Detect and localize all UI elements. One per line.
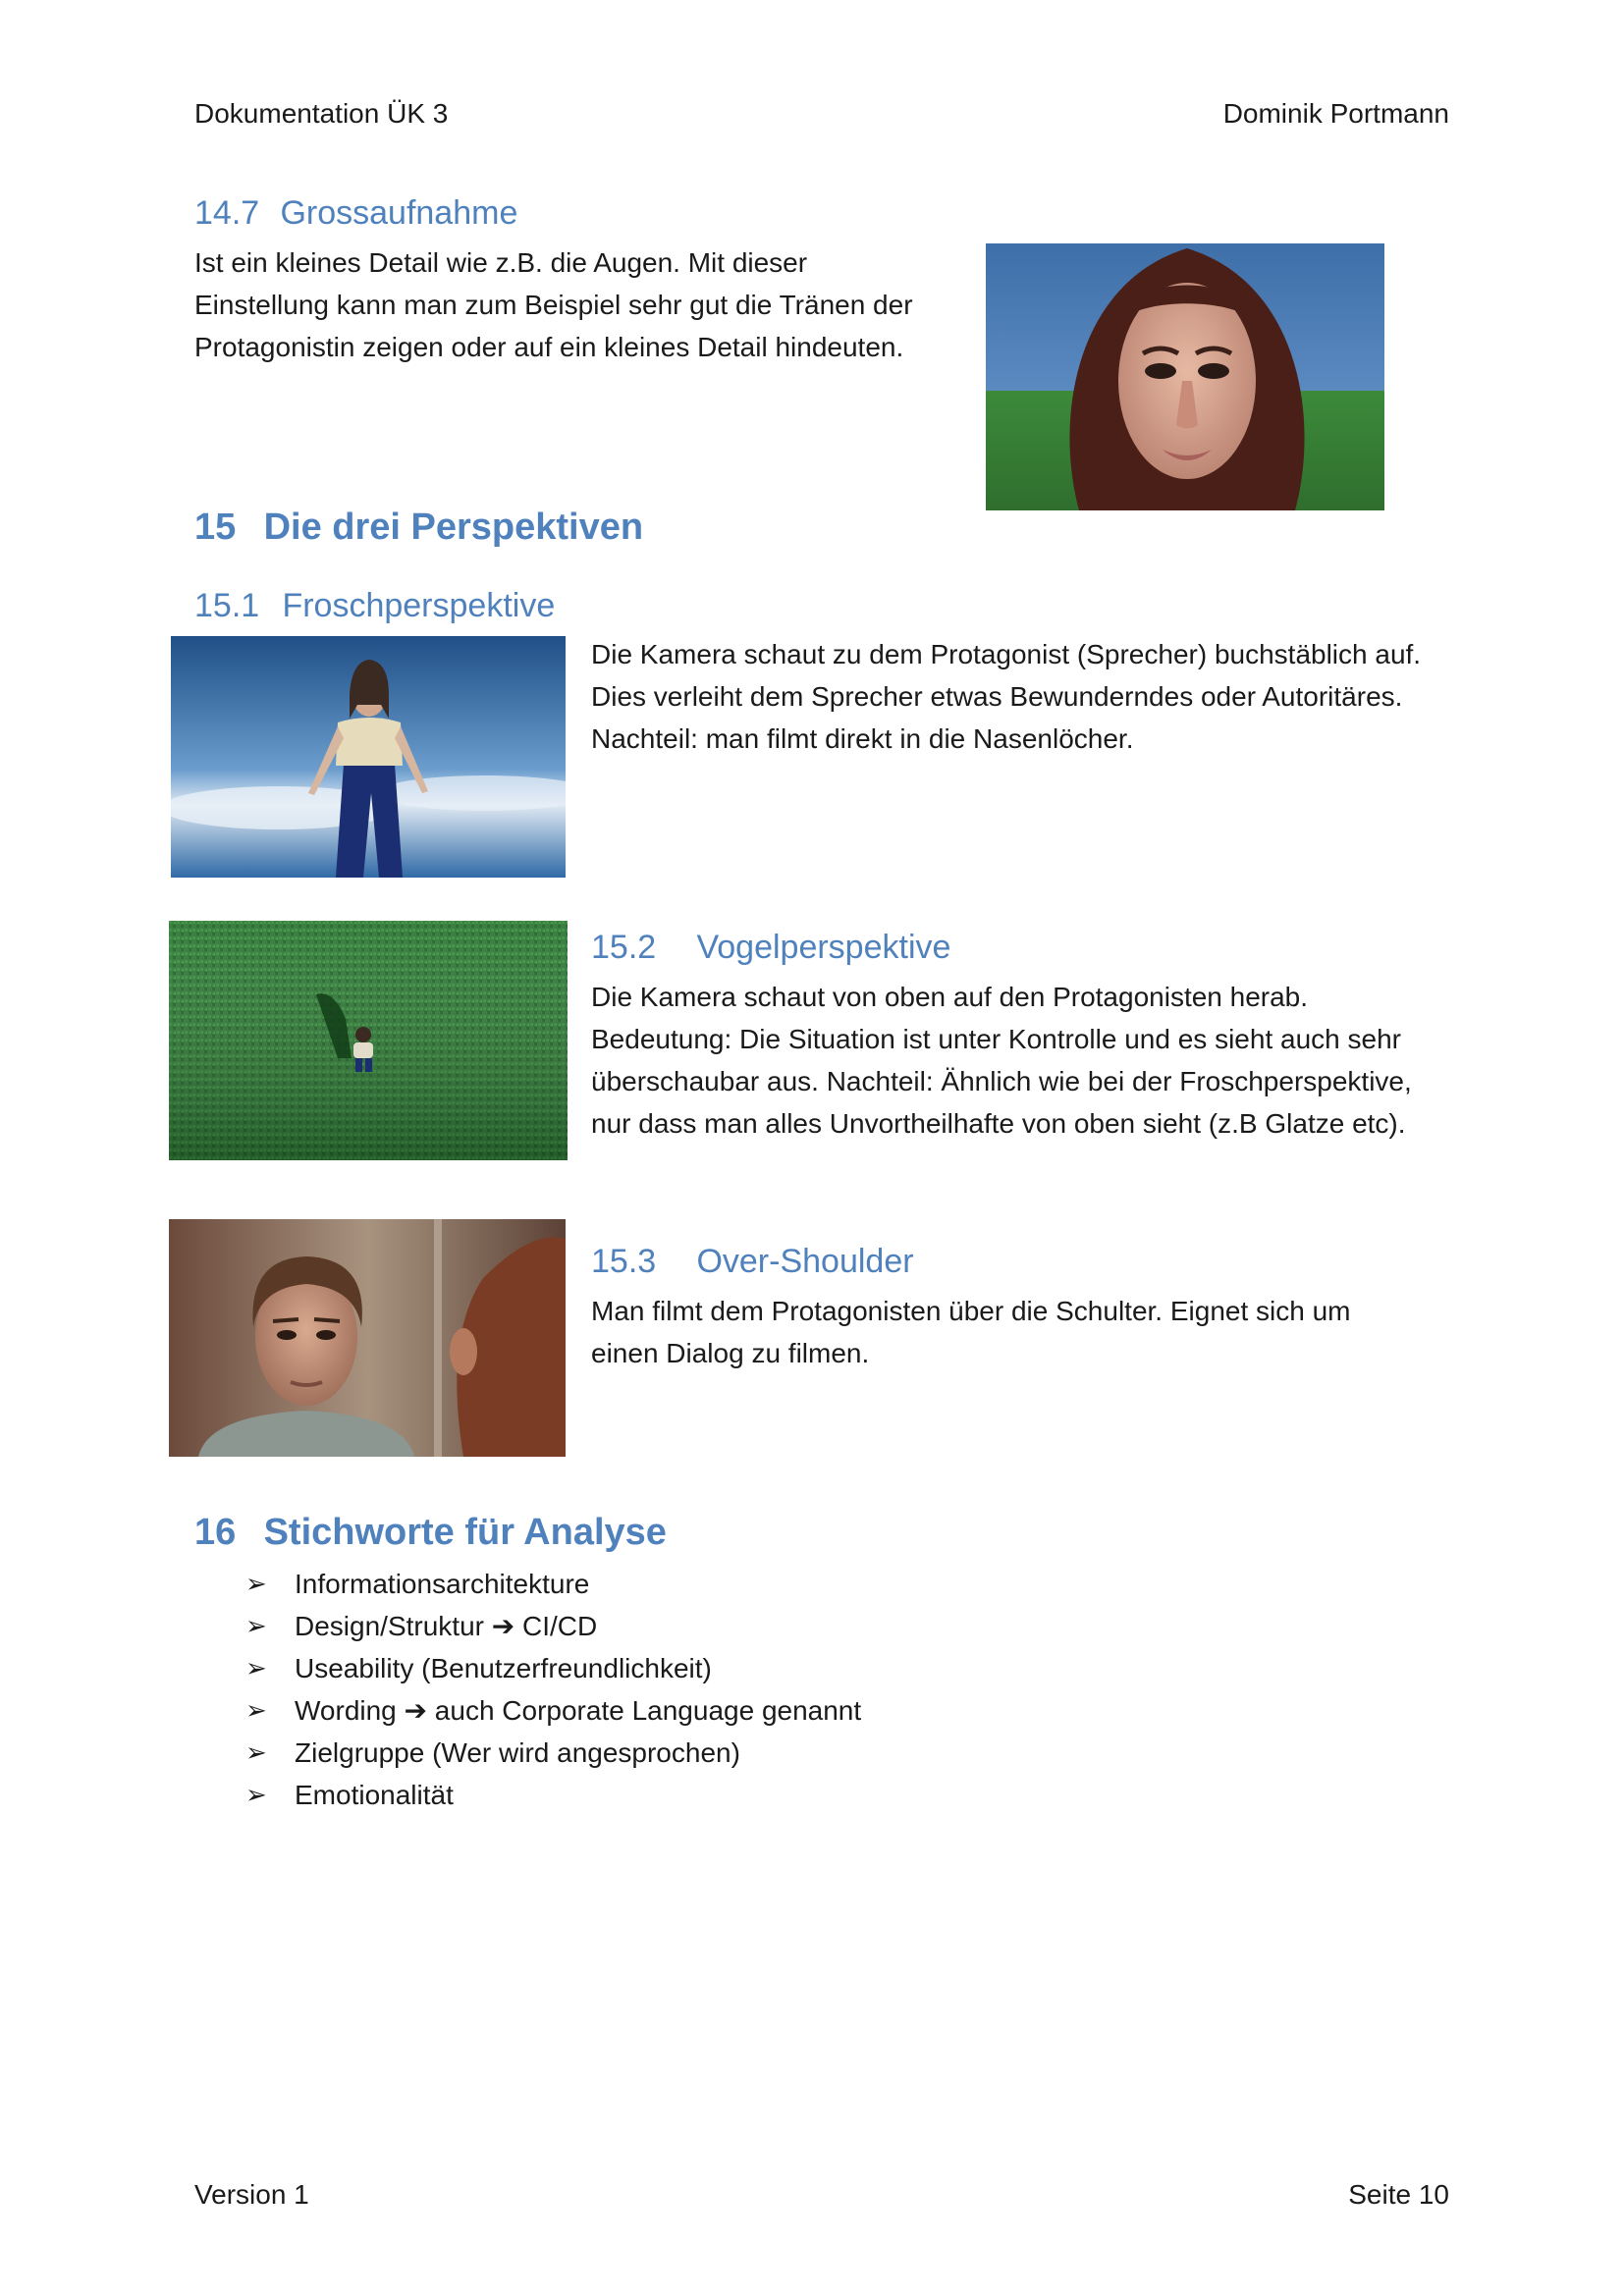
list-item-text: Design/Struktur — [295, 1611, 484, 1641]
text-line: Nachteil: man filmt direkt in die Nasenlöcher. — [591, 723, 1134, 754]
list-item-text: Wording — [295, 1695, 397, 1726]
right-arrow-icon: ➔ — [491, 1611, 515, 1641]
heading-title: Die drei Perspektiven — [263, 507, 644, 548]
heading-number: 15.1 — [194, 587, 260, 624]
heading-15-2 — [591, 929, 950, 967]
text-line: Man filmt dem Protagonisten über die Schulter. Eignet sich um — [591, 1296, 1351, 1326]
list-item-text: Emotionalität — [295, 1780, 454, 1810]
heading-16 — [194, 1512, 667, 1554]
heading-14-7 — [194, 194, 517, 233]
text-line: Bedeutung: Die Situation ist unter Kontrolle und es sieht auch sehr — [591, 1024, 1401, 1054]
text-line: Die Kamera schaut von oben auf den Protagonisten herab. — [591, 982, 1309, 1012]
closeup-face-image — [986, 243, 1384, 510]
header-right: Dominik Portmann — [1222, 98, 1449, 129]
footer-page-number: Seite 10 — [1348, 2179, 1449, 2210]
bullet-arrow-icon: ➢ — [245, 1780, 267, 1809]
bird-perspective-image — [169, 921, 568, 1160]
list-item-text-after: CI/CD — [522, 1611, 598, 1641]
heading-number: 15.2 — [591, 929, 657, 966]
heading-number: 14.7 — [194, 194, 260, 232]
heading-15 — [194, 507, 643, 549]
heading-15-1 — [194, 587, 555, 625]
list-item — [245, 1563, 861, 1605]
header-left: Dokumentation ÜK 3 — [194, 98, 449, 129]
bullet-arrow-icon: ➢ — [245, 1653, 267, 1682]
analysis-keyword-list — [245, 1563, 861, 1816]
text-line: nur dass man alles Unvortheilhafte von oben sieht (z.B Glatze etc). — [591, 1108, 1406, 1139]
heading-title: Vogelperspektive — [696, 929, 951, 966]
list-item-text: Zielgruppe (Wer wird angesprochen) — [295, 1737, 740, 1768]
bullet-arrow-icon: ➢ — [245, 1695, 267, 1725]
heading-number: 15 — [194, 507, 237, 548]
list-item — [245, 1689, 861, 1732]
bullet-arrow-icon: ➢ — [245, 1611, 267, 1640]
footer-version: Version 1 — [194, 2179, 309, 2210]
list-item — [245, 1732, 861, 1774]
text-line: überschaubar aus. Nachteil: Ähnlich wie bei der Froschperspektive, — [591, 1066, 1412, 1096]
list-item-text-after: auch Corporate Language genannt — [434, 1695, 862, 1726]
paragraph-15-3 — [591, 1290, 1455, 1374]
over-shoulder-image — [169, 1219, 566, 1457]
text-line: Die Kamera schaut zu dem Protagonist (Sprecher) buchstäblich auf. — [591, 639, 1422, 669]
text-line: Ist ein kleines Detail wie z.B. die Augen. Mit dieser — [194, 247, 808, 278]
text-line: einen Dialog zu filmen. — [591, 1338, 870, 1368]
heading-number: 16 — [194, 1512, 237, 1553]
heading-title: Froschperspektive — [282, 587, 556, 624]
paragraph-14-7 — [194, 241, 960, 368]
list-item — [245, 1605, 861, 1647]
text-line: Dies verleiht dem Sprecher etwas Bewunderndes oder Autoritäres. — [591, 681, 1403, 712]
list-item — [245, 1647, 861, 1689]
right-arrow-icon: ➔ — [404, 1695, 428, 1726]
heading-number: 15.3 — [591, 1243, 657, 1280]
list-item-text: Informationsarchitekture — [295, 1569, 590, 1599]
heading-title: Grossaufnahme — [280, 194, 518, 232]
bullet-arrow-icon: ➢ — [245, 1737, 267, 1767]
text-line: Einstellung kann man zum Beispiel sehr gut die Tränen der — [194, 290, 913, 320]
paragraph-15-1 — [591, 633, 1455, 760]
list-item — [245, 1774, 861, 1816]
frog-perspective-image — [171, 636, 566, 878]
text-line: Protagonistin zeigen oder auf ein kleines Detail hindeuten. — [194, 332, 904, 362]
heading-title: Stichworte für Analyse — [263, 1512, 667, 1553]
paragraph-15-2 — [591, 976, 1455, 1145]
heading-15-3 — [591, 1243, 914, 1281]
heading-title: Over-Shoulder — [696, 1243, 914, 1280]
list-item-text: Useability (Benutzerfreundlichkeit) — [295, 1653, 712, 1683]
bullet-arrow-icon: ➢ — [245, 1569, 267, 1598]
